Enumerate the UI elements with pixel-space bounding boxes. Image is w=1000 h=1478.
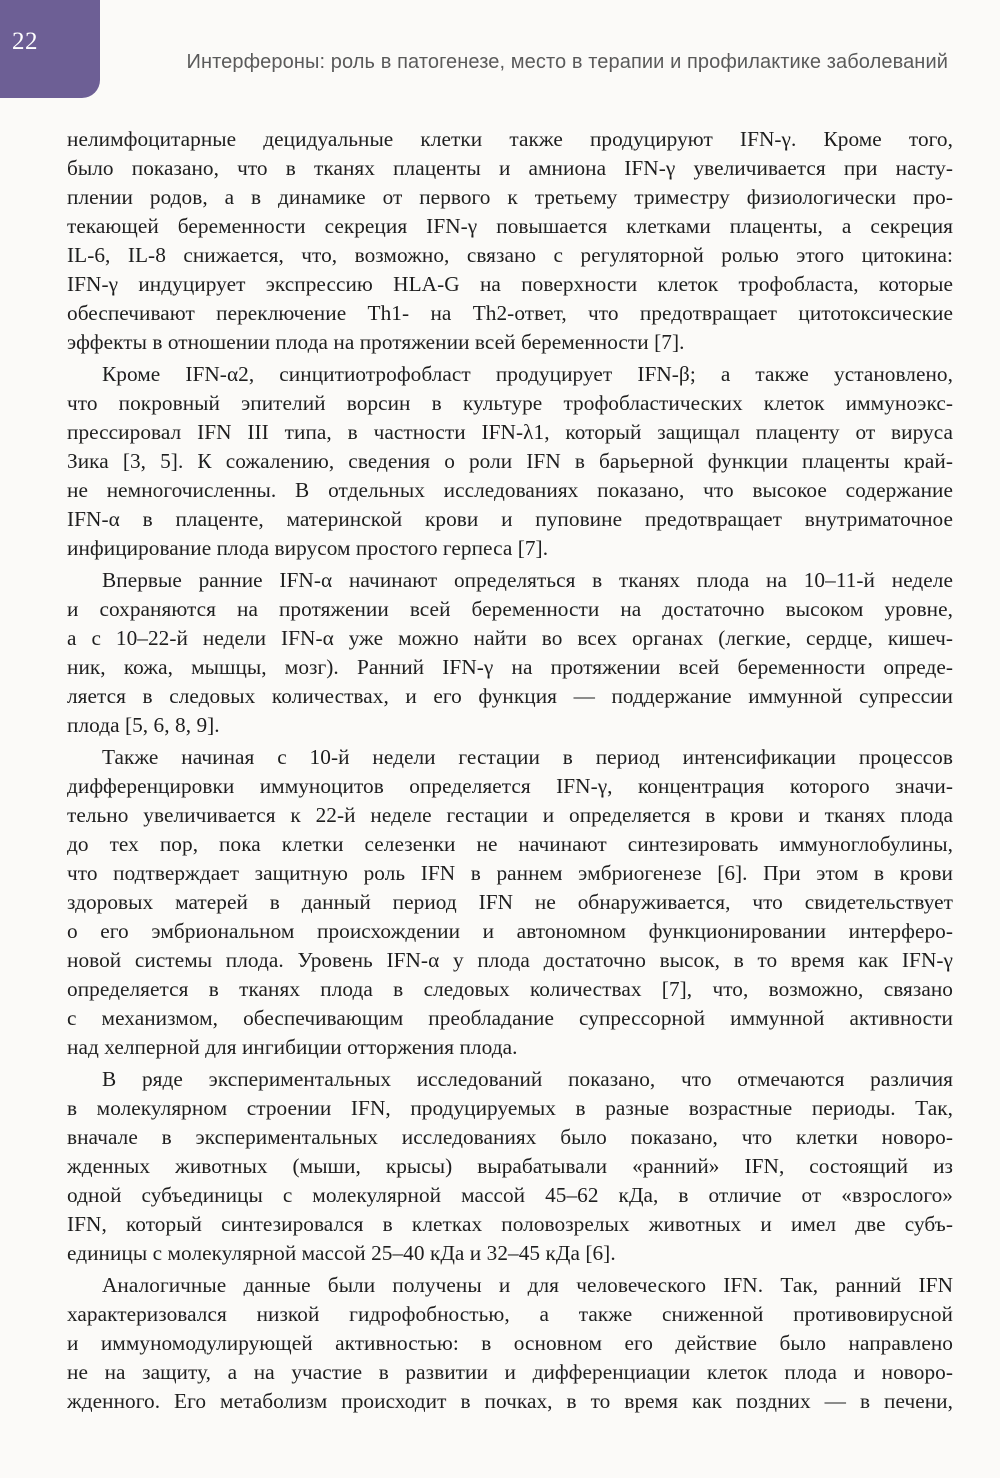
paragraph-6 xyxy=(67,1271,953,1416)
text-line: Кроме IFN-α2, синцитиотрофобласт продуцирует IFN-β; а также установлено, xyxy=(102,362,953,386)
text-line: не немногочисленны. В отдельных исследованиях показано, что высокое содержание xyxy=(67,478,953,502)
paragraph-5 xyxy=(67,1065,953,1268)
page-number: 22 xyxy=(12,28,38,55)
text-line: единицы с молекулярной массой 25–40 кДа и 32–45 кДа [6]. xyxy=(67,1241,616,1265)
text-line: определяется в тканях плода в следовых количествах [7], что, возможно, связано xyxy=(67,977,953,1001)
paragraph-3 xyxy=(67,566,953,740)
text-line: с механизмом, обеспечивающим преобладание супрессорной иммунной активности xyxy=(67,1006,953,1030)
text-line: до тех пор, пока клетки селезенки не начинают синтезировать иммуноглобулины, xyxy=(67,832,953,856)
text-line: Зика [3, 5]. К сожалению, сведения о роли IFN в барьерной функции плаценты край- xyxy=(67,449,953,473)
paragraph-2 xyxy=(67,360,953,563)
page-number-tab xyxy=(0,0,100,98)
text-line: прессировал IFN III типа, в частности IFN-λ1, который защищал плаценту от вируса xyxy=(67,420,953,444)
text-line: ляется в следовых количествах, и его функция — поддержание иммунной супрессии xyxy=(67,684,953,708)
paragraph-4 xyxy=(67,743,953,1062)
text-line: дифференцировки иммуноцитов определяется IFN-γ, концентрация которого значи- xyxy=(67,774,953,798)
paragraph-1 xyxy=(67,125,953,357)
text-line: нелимфоцитарные децидуальные клетки также продуцируют IFN-γ. Кроме того, xyxy=(67,127,953,151)
text-line: текающей беременности секреция IFN-γ повышается клетками плаценты, а секреция xyxy=(67,214,953,238)
text-line: что подтверждает защитную роль IFN в раннем эмбриогенезе [6]. При этом в крови xyxy=(67,861,953,885)
text-line: IFN-α в плаценте, материнской крови и пуповине предотвращает внутриматочное xyxy=(67,507,953,531)
text-line: и сохраняются на протяжении всей беременности на достаточно высоком уровне, xyxy=(67,597,953,621)
text-line: характеризовался низкой гидрофобностью, а также сниженной противовирусной xyxy=(67,1302,953,1326)
text-line: тельно увеличивается к 22-й неделе гестации и определяется в крови и тканях плода xyxy=(67,803,953,827)
text-line: обеспечивают переключение Th1- на Th2-ответ, что предотвращает цитотоксические xyxy=(67,301,953,325)
text-line: инфицирование плода вирусом простого герпеса [7]. xyxy=(67,536,549,560)
text-line: а с 10–22-й недели IFN-α уже можно найти во всех органах (легкие, сердце, кишеч- xyxy=(67,626,953,650)
text-line: эффекты в отношении плода на протяжении всей беременности [7]. xyxy=(67,330,685,354)
text-body xyxy=(67,125,953,1416)
text-line: новой системы плода. Уровень IFN-α у плода достаточно высок, в то время как IFN-γ xyxy=(67,948,953,972)
text-line: ник, кожа, мышцы, мозг). Ранний IFN-γ на протяжении всей беременности опреде- xyxy=(67,655,953,679)
text-line: плении родов, а в динамике от первого к третьему триместру физиологически про- xyxy=(67,185,953,209)
text-line: в молекулярном строении IFN, продуцируемых в разные возрастные периоды. Так, xyxy=(67,1096,953,1120)
text-line: над хелперной для ингибиции отторжения плода. xyxy=(67,1035,518,1059)
text-line: IL-6, IL-8 снижается, что, возможно, связано с регуляторной ролью этого цитокина: xyxy=(67,243,953,267)
text-line: Впервые ранние IFN-α начинают определяться в тканях плода на 10–11-й неделе xyxy=(102,568,953,592)
text-line: В ряде экспериментальных исследований показано, что отмечаются различия xyxy=(102,1067,953,1091)
text-line: о его эмбриональном происхождении и автономном функционировании интерферо- xyxy=(67,919,953,943)
text-line: что покровный эпителий ворсин в культуре трофобластических клеток иммуноэкс- xyxy=(67,391,953,415)
text-line: не на защиту, а на участие в развитии и дифференциации клеток плода и новоро- xyxy=(67,1360,953,1384)
text-line: Также начиная с 10-й недели гестации в период интенсификации процессов xyxy=(102,745,953,769)
running-header: Интерфероны: роль в патогенезе, место в терапии и профилактике заболеваний xyxy=(186,51,948,73)
text-line: вначале в экспериментальных исследованиях было показано, что клетки новоро- xyxy=(67,1125,953,1149)
text-line: здоровых матерей в данный период IFN не обнаруживается, что свидетельствует xyxy=(67,890,953,914)
text-line: жденного. Его метаболизм происходит в почках, в то время как поздних — в печени, xyxy=(67,1389,953,1413)
text-line: плода [5, 6, 8, 9]. xyxy=(67,713,220,737)
text-line: было показано, что в тканях плаценты и амниона IFN-γ увеличивается при насту- xyxy=(67,156,953,180)
text-line: и иммуномодулирующей активностью: в основном его действие было направлено xyxy=(67,1331,953,1355)
text-line: IFN-γ индуцирует экспрессию HLA-G на поверхности клеток трофобласта, которые xyxy=(67,272,953,296)
text-line: жденных животных (мыши, крысы) вырабатывали «ранний» IFN, состоящий из xyxy=(67,1154,953,1178)
text-line: IFN, который синтезировался в клетках половозрелых животных и имел две субъ- xyxy=(67,1212,953,1236)
text-line: Аналогичные данные были получены и для человеческого IFN. Так, ранний IFN xyxy=(102,1273,953,1297)
text-line: одной субъединицы с молекулярной массой 45–62 кДа, в отличие от «взрослого» xyxy=(67,1183,953,1207)
